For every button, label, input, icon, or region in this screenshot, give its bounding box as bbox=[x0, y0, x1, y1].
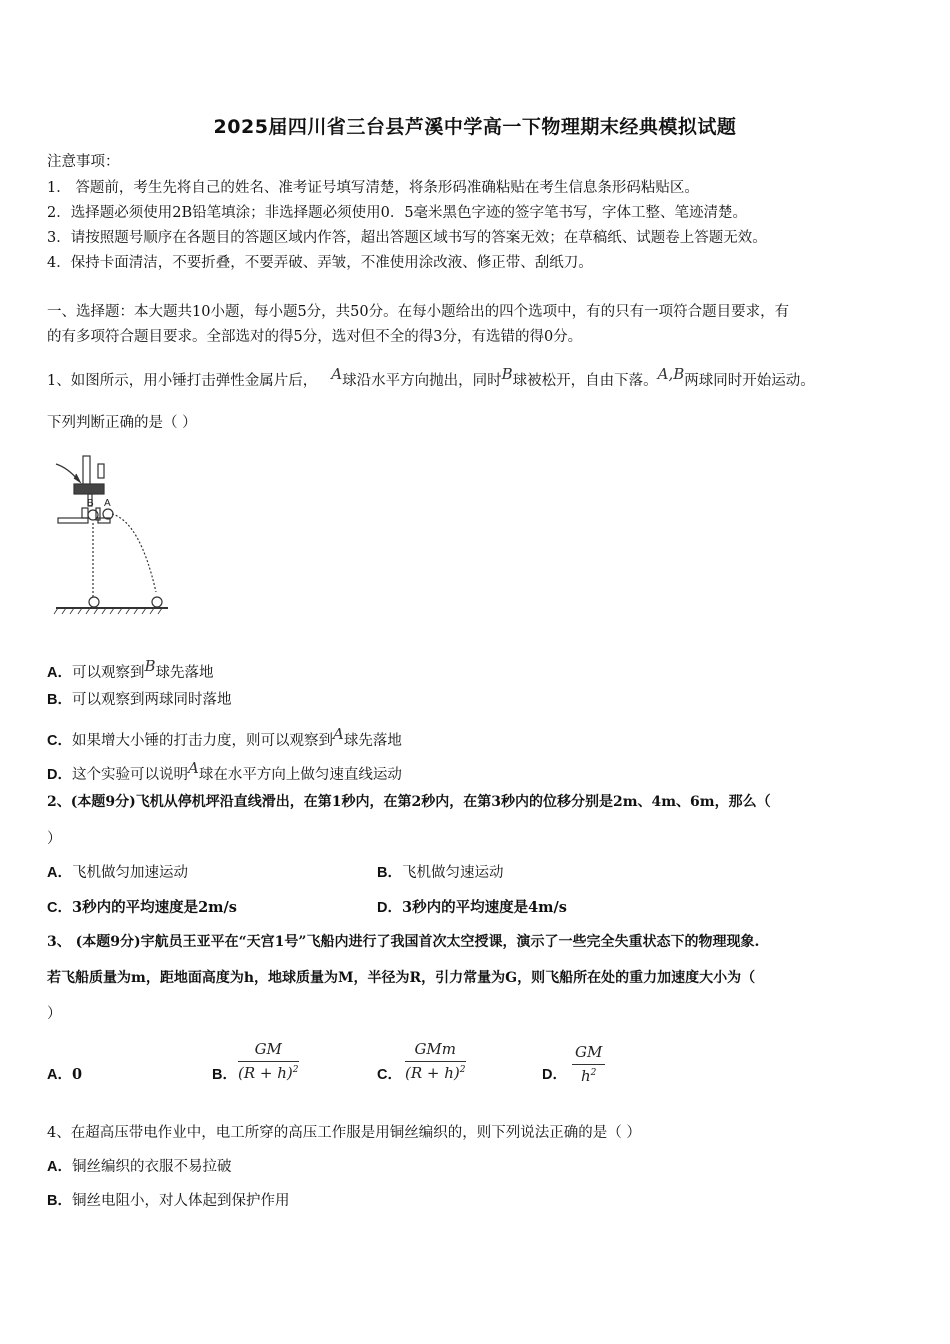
q3-option-fraction: GMm $(R + h)^2$ bbox=[405, 1040, 466, 1082]
q1-text: 1、如图所示，用小锤打击弹性金属片后， bbox=[47, 373, 318, 389]
q2-stem-line2: ） bbox=[47, 831, 62, 847]
q1-option: A．可以观察到B球先落地 bbox=[47, 657, 214, 681]
q1-var-a: A bbox=[331, 365, 343, 383]
q3-option: A．0 bbox=[47, 1066, 83, 1083]
q4-option: B．铜丝电阻小，对人体起到保护作用 bbox=[47, 1193, 290, 1209]
q1-text: 球沿水平方向抛出，同时 bbox=[342, 373, 502, 389]
q1-stem bbox=[47, 364, 815, 391]
q2-option: C．3秒内的平均速度是2m/s bbox=[47, 899, 237, 916]
q4-stem: 4、在超高压带电作业中，电工所穿的高压工作服是用铜丝编织的，则下列说法正确的是（ ） bbox=[47, 1125, 641, 1141]
q1-option: C．如果增大小锤的打击力度，则可以观察到A球先落地 bbox=[47, 725, 402, 749]
section-intro: 一、选择题：本大题共10小题，每小题5分，共50分。在每小题给出的四个选项中，有的只有一项符合题目要求，有 bbox=[47, 304, 790, 320]
q1-option: B．可以观察到两球同时落地 bbox=[47, 692, 232, 708]
q3-option-label: D． bbox=[542, 1067, 567, 1083]
q3-stem-line2: 若飞船质量为m，距地面高度为h，地球质量为M，半径为R，引力常量为G，则飞船所在处的重力加速度大小为（ bbox=[47, 970, 756, 986]
q1-var-b: B bbox=[501, 365, 513, 383]
page-title: 2025届四川省三台县芦溪中学高一下物理期末经典模拟试题 bbox=[213, 116, 737, 138]
q3-option-fraction: $\frac{GM}{(R + h)^2}$ bbox=[238, 1040, 299, 1082]
q3-option-fraction: $\frac{GM}{h^2}$ bbox=[572, 1043, 605, 1085]
q2-option: D．3秒内的平均速度是4m/s bbox=[377, 899, 567, 916]
notice-heading: 注意事项： bbox=[47, 154, 120, 170]
q1-text: 两球同时开始运动。 bbox=[684, 373, 815, 389]
q1-stem-line2: 下列判断正确的是（ ） bbox=[47, 415, 197, 431]
q1-text: 球被松开，自由下落。 bbox=[512, 373, 658, 389]
notice-item: 1． 答题前，考生先将自己的姓名、准考证号填写清楚，将条形码准确粘贴在考生信息条形码粘贴区。 bbox=[47, 180, 699, 196]
q2-option: B．飞机做匀速运动 bbox=[377, 865, 504, 881]
q3-stem: 3、 (本题9分)宇航员王亚平在“天宫1号”飞船内进行了我国首次太空授课，演示了一些完全失重状态下的物理现象. bbox=[47, 934, 760, 950]
q2-stem: 2、(本题9分)飞机从停机坪沿直线滑出，在第1秒内，在第2秒内，在第3秒内的位移分别是2m、4m、6m，那么（ bbox=[47, 794, 771, 810]
notice-item: 4．保持卡面清洁，不要折叠，不要弄破、弄皱，不准使用涂改液、修正带、刮纸刀。 bbox=[47, 255, 593, 271]
q4-option: A．铜丝编织的衣服不易拉破 bbox=[47, 1159, 232, 1175]
q3-stem-line3: ） bbox=[47, 1006, 62, 1022]
q3-option-label: B． bbox=[212, 1067, 237, 1083]
q3-option-label: C． bbox=[377, 1067, 402, 1083]
section-intro: 的有多项符合题目要求。全部选对的得5分，选对但不全的得3分，有选错的得0分。 bbox=[47, 329, 583, 345]
notice-item: 2．选择题必须使用2B铅笔填涂；非选择题必须使用0．5毫米黑色字迹的签字笔书写，字体工整、笔迹清楚。 bbox=[47, 205, 748, 221]
figure-label-a: A bbox=[104, 498, 111, 509]
figure-label-b: B bbox=[87, 498, 94, 509]
q1-option: D．这个实验可以说明A球在水平方向上做匀速直线运动 bbox=[47, 759, 402, 783]
q2-option: A．飞机做匀加速运动 bbox=[47, 865, 188, 881]
q1-var-ab: A,B bbox=[657, 365, 685, 383]
notice-item: 3．请按照题号顺序在各题目的答题区域内作答，超出答题区域书写的答案无效；在草稿纸、试题卷上答题无效。 bbox=[47, 230, 767, 246]
projectile-experiment-figure bbox=[52, 450, 172, 620]
